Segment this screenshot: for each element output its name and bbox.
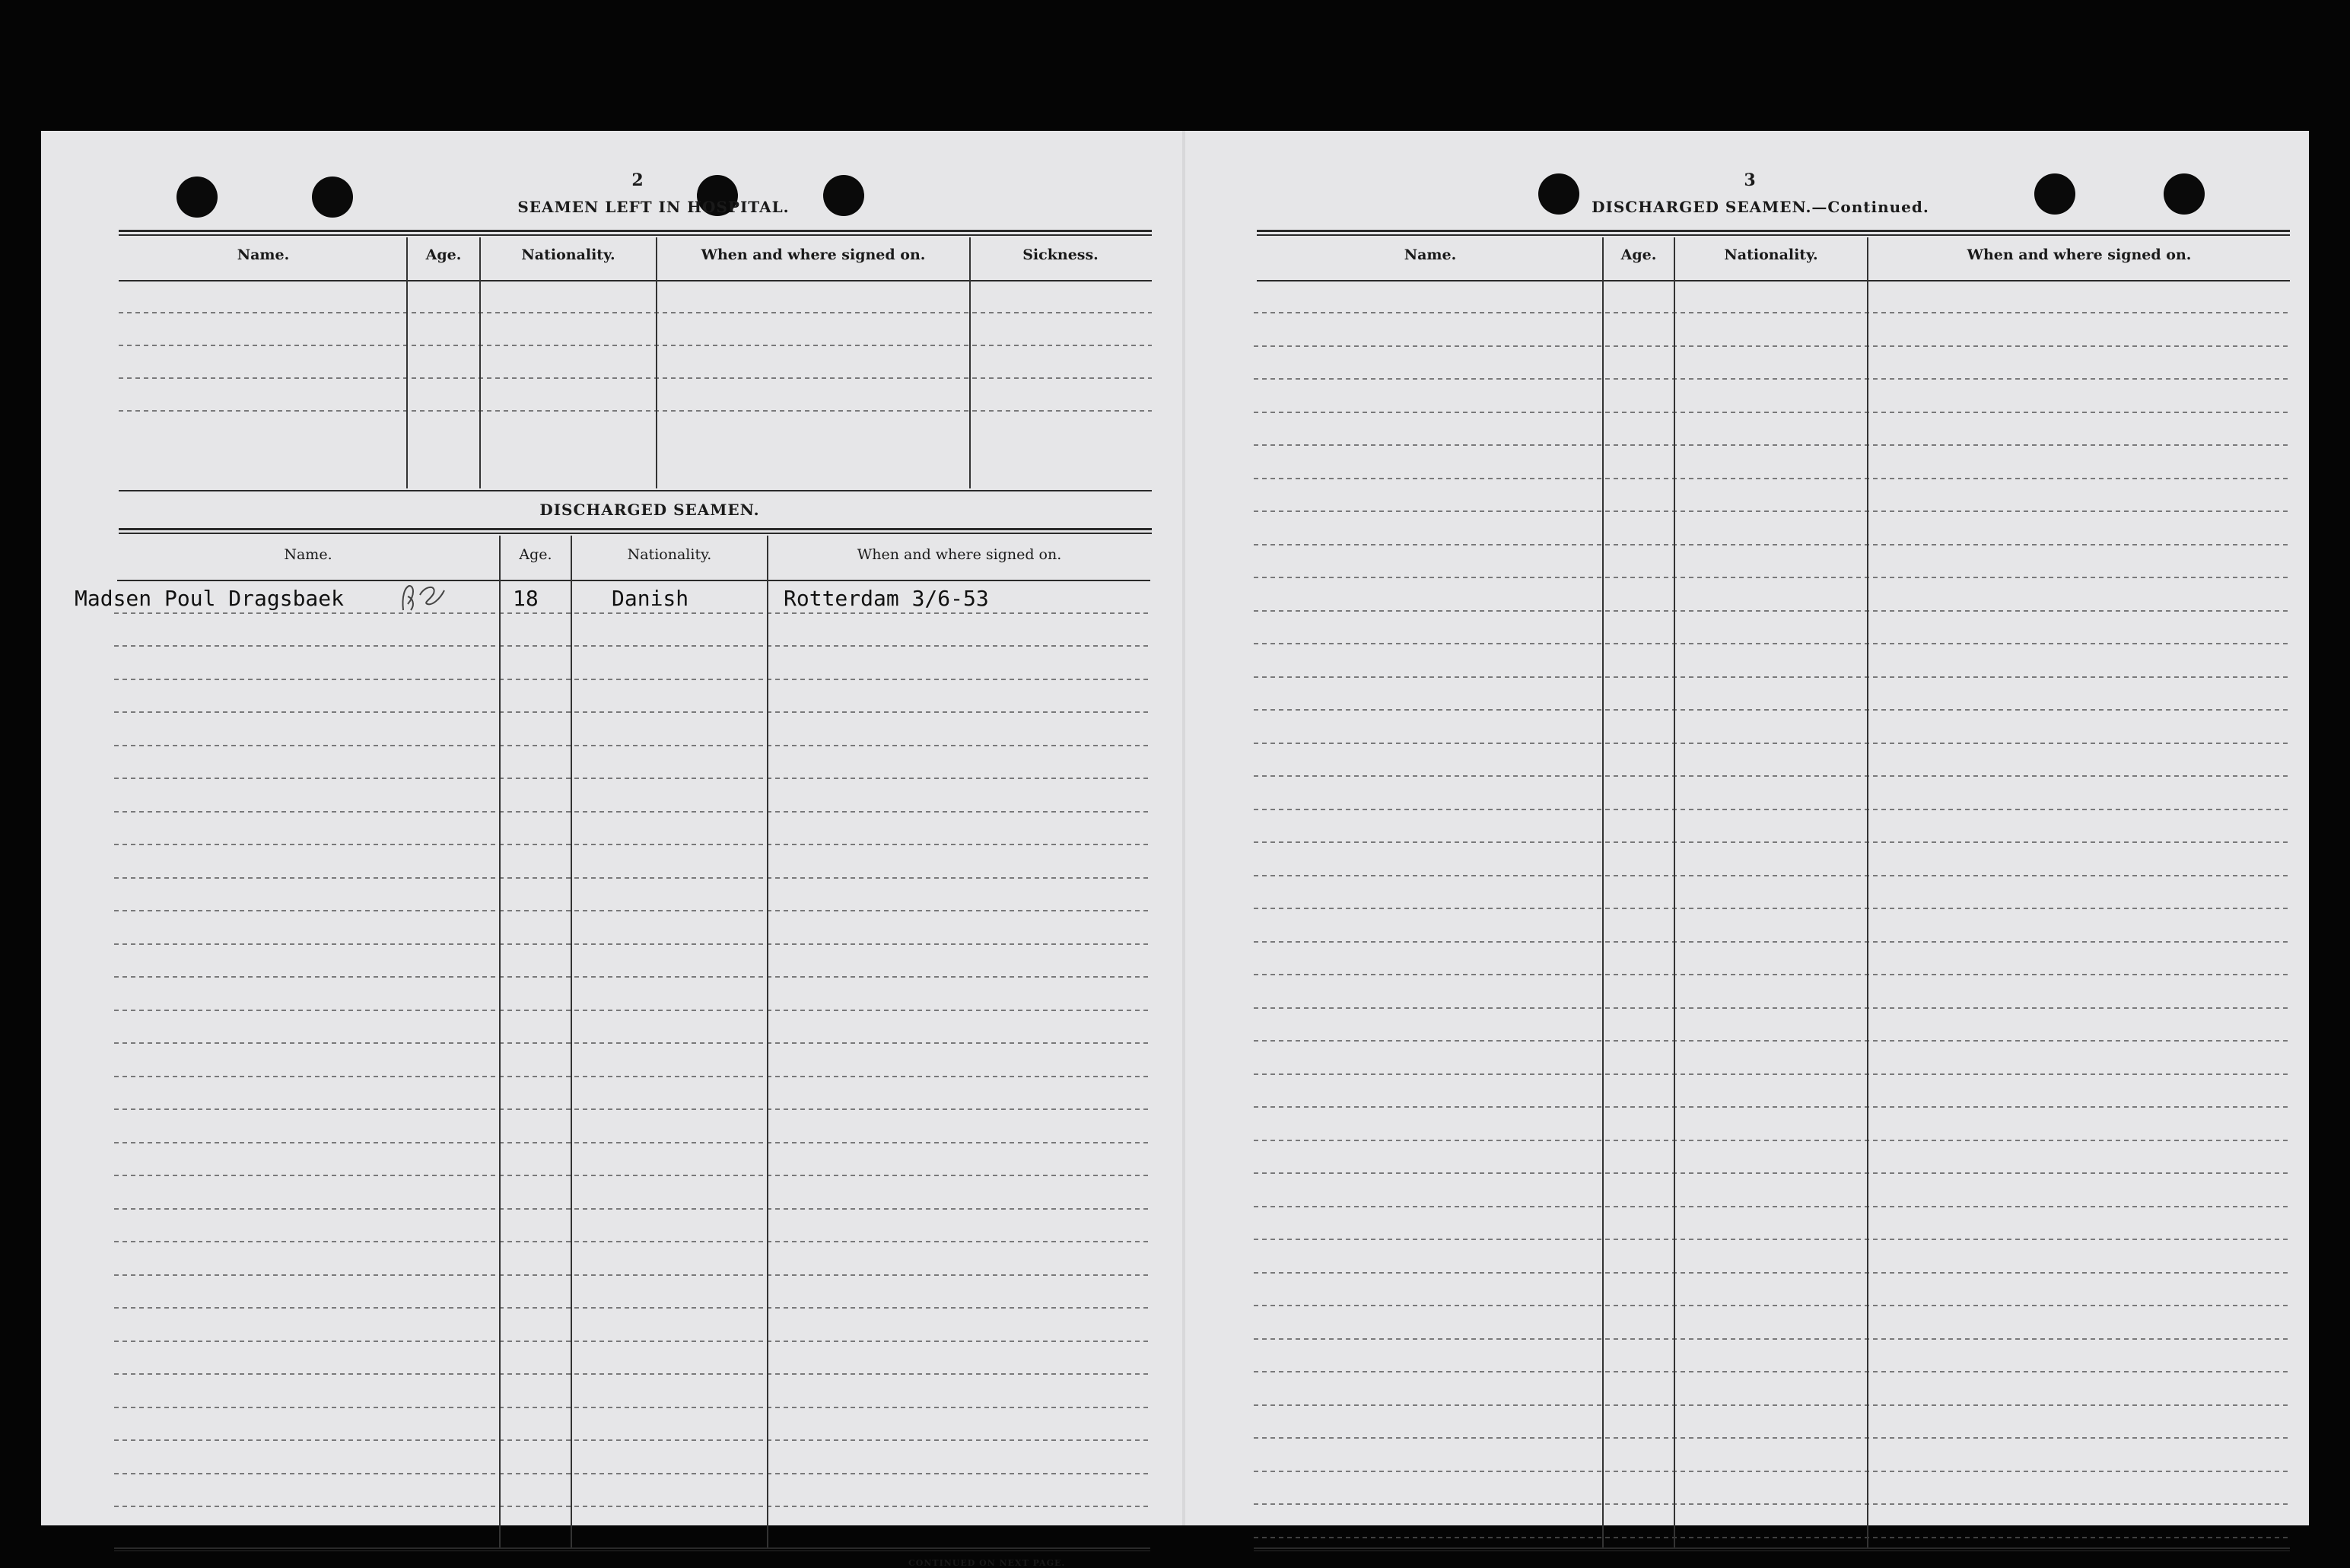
punch-hole — [176, 177, 218, 218]
discharged-col-name: Name. — [284, 546, 332, 563]
rule — [1257, 230, 2290, 232]
entry-name: Madsen Poul Dragsbaek — [75, 586, 345, 611]
page-number-left: 2 — [631, 170, 644, 190]
continued-footer: CONTINUED ON NEXT PAGE. — [908, 1558, 1066, 1568]
punch-hole — [2034, 173, 2075, 215]
hospital-ruled-lines — [119, 280, 1152, 414]
hospital-col-signed-on: When and where signed on. — [701, 246, 926, 263]
continued-col-signed-on: When and where signed on. — [1967, 246, 2192, 263]
discharged-ruled-lines — [114, 580, 1150, 1555]
rule — [119, 533, 1152, 534]
punch-hole — [312, 177, 353, 218]
discharged-col-signed-on: When and where signed on. — [857, 546, 1062, 563]
discharged-col-nationality: Nationality. — [627, 546, 712, 563]
continued-col-nationality: Nationality. — [1724, 246, 1818, 263]
rule — [119, 528, 1152, 530]
discharged-continued-title: DISCHARGED SEAMEN.—Continued. — [1592, 198, 1929, 216]
continued-col-name: Name. — [1404, 246, 1457, 263]
rule — [119, 230, 1152, 232]
col-divider — [571, 536, 572, 1547]
hospital-col-nationality: Nationality. — [521, 246, 615, 263]
hospital-col-age: Age. — [425, 246, 462, 263]
col-divider — [479, 237, 481, 488]
col-divider — [1602, 237, 1604, 1547]
handwritten-initials — [397, 581, 450, 615]
rule — [1254, 1547, 2290, 1549]
page-number-right: 3 — [1744, 170, 1756, 190]
col-divider — [1674, 237, 1675, 1547]
rule — [114, 1547, 1150, 1549]
rule — [1257, 234, 2290, 236]
punch-hole — [2164, 173, 2205, 215]
discharged-section-title: DISCHARGED SEAMEN. — [539, 501, 760, 519]
col-divider — [656, 237, 657, 488]
punch-hole — [823, 175, 864, 216]
entry-nationality: Danish — [612, 586, 689, 611]
continued-ruled-lines — [1254, 280, 2290, 1551]
hospital-col-name: Name. — [237, 246, 290, 263]
rule — [119, 234, 1152, 236]
entry-signed-on: Rotterdam 3/6-53 — [784, 586, 989, 611]
col-divider — [969, 237, 971, 488]
rule — [119, 490, 1152, 491]
page-spine — [1182, 131, 1185, 1525]
col-divider — [1867, 237, 1868, 1547]
col-divider — [767, 536, 768, 1547]
hospital-col-sickness: Sickness. — [1022, 246, 1099, 263]
col-divider — [499, 536, 501, 1547]
entry-age: 18 — [513, 586, 539, 611]
col-divider — [406, 237, 408, 488]
discharged-col-age: Age. — [519, 546, 552, 563]
manifest-sheet — [41, 131, 2309, 1568]
continued-col-age: Age. — [1620, 246, 1657, 263]
hospital-section-title: SEAMEN LEFT IN HOSPITAL. — [517, 198, 790, 216]
